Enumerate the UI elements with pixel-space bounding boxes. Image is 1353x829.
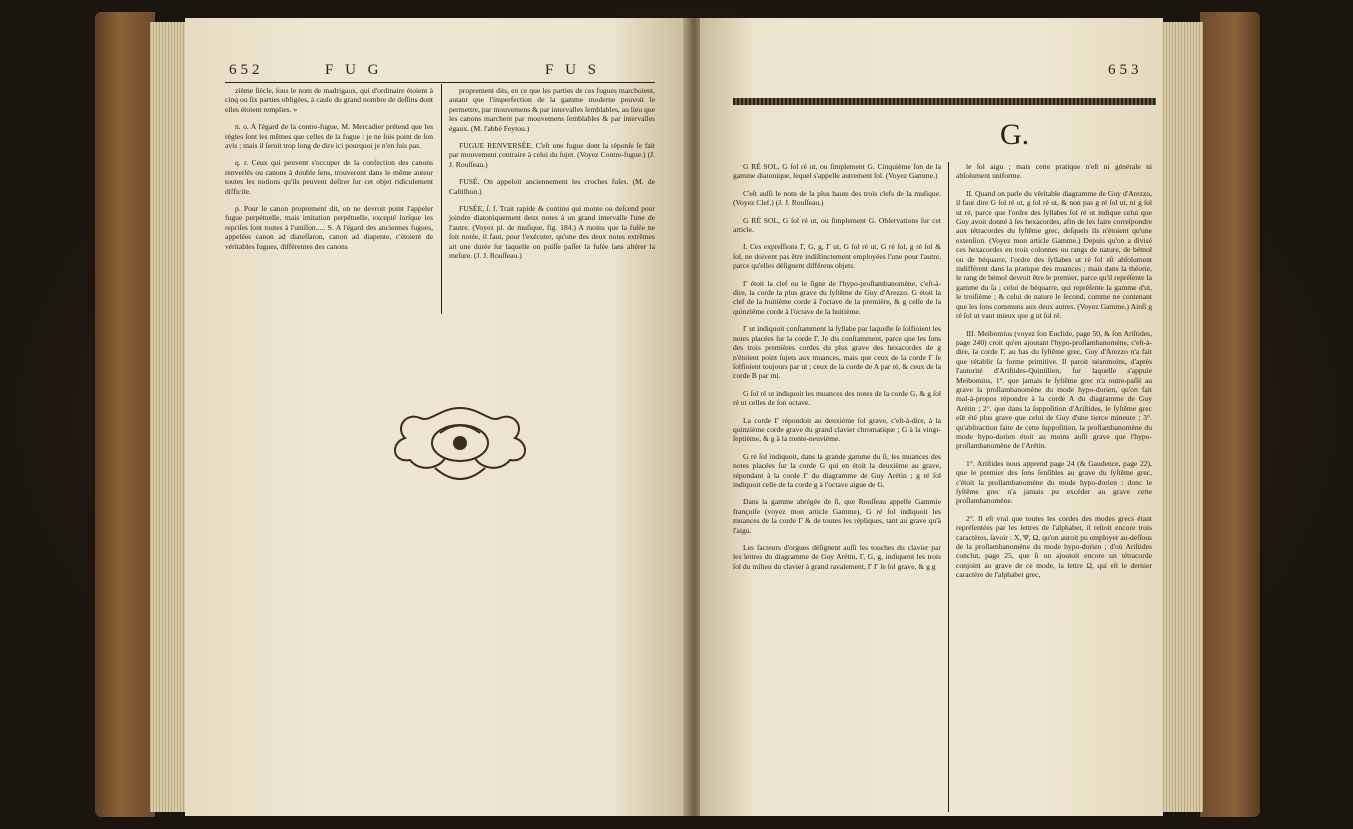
paragraph: C'eſt auſſi le nom de la plus haute des trois clefs de la muſique. (Voyez Clef.) (J. J. Rouſſeau.) [733,188,941,208]
paragraph: n. o. A l'égard de la contre-fugue, M. Mercadier prétend que les règles ſont les mêmes que celles de la fugue : je ne ſuis point de ſon avis ; mais il ſeroit trop long de dire ici pourquoi je n'en ſuis pas. [225,122,433,151]
paragraph: q. r. Ceux qui peuvent s'occuper de la confection des canons renverſés ou canons à double ſens, trouveront dans le même auteur toutes les notions qu'ils peuvent deſirer ſur cet objet ridiculement difficile. [225,158,433,196]
paragraph: La corde Γ répondoit au deuxième ſol grave, c'eſt-à-dire, à la quinzième corde grave du grand clavier chromatique ; G à la vingt-ſeptième, & g à la trente-neuvième. [733,415,941,444]
header-rule [225,82,655,83]
page-edges-left [150,22,190,812]
paragraph: zième ſiècle, ſous le nom de madrigaux, qui d'ordinaire étoient à cinq ou ſix parties obligées, à cauſe du grand nombre de deſſins dont elles étoient remplies. » [225,86,433,114]
paragraph: FUSÉ. On appeloit anciennement les croches fuſes. (M. de Caſtilhon.) [449,177,655,196]
paragraph: Les facteurs d'orgues déſignent auſſi les touches du clavier par les lettres du diagramme de Guy Arétin, Γ, G, g, indiquent les trois ſol du milieu du clavier à grand ravalement, Γ Γ le ſol grave, & g g [733,543,941,571]
running-head-left: F U G [325,62,383,78]
header-ornament-band [733,98,1156,105]
paragraph: 2°. Il eſt vrai que toutes les cordes des modes grecs étant repréſentées par les lettres de l'alphabet, il reſtoit encore trois caractères, ſavoir : Χ, Ψ, Ω, qu'on auroit pu employer au-deſſous de la proſlambanomène du mode hypo-dorien ; d'où Ariſtides conclut, page 25, que ſi on ajoutoit encore un tétracorde conjoint au grave de ce mode, la lettre Ω, qui eſt le dernier caractère de l'alphabet grec, [956,513,1152,580]
book-cover-left [95,12,155,817]
paragraph: II. Quand on parle du véritable diagramme de Guy d'Arezzo, il faut dire G ſol ré ut, g ſol ré ut, & non pas g ré ſol ut, ni g ſol ut ré, parce que l'ordre des ſyllabes ſol ré ut indique celui que Guy avoit donné à ſes hexacordes, afin de les faire correſpondre aux tétracordes du ſyſtême grec, deſquels ils n'étoient qu'une extenſion. (Voyez mon article Gamme.) Depuis qu'on a divisé ces hexacordes en trois colonnes ou rangs de nature, de bémol ou de béquarre, l'ordre des ſyllabes ut ré ſol eſt abſolument indifférent dans la pratique des muances ; mais dans la théorie, le rang de bémol devroit être le premier, parce qu'il repréſente la gamme du ſa ; celui de béquarre, qui repréſente la gamme d'ut, le troiſième ; & celui de nature le ſecond, comme ne contenant que les ſons communs aux deux autres. (Voyez Gamme.) Ainſi g ré ſol ut vaut mieux que g ut ſol ré. [956,188,1152,321]
paragraph: le ſol aigu ; mais cette pratique n'eſt ni générale ni abſolument uniforme. [956,162,1152,181]
paragraph: p. Pour le canon proprement dit, on ne devroit point l'appeler fugue perpétuelle, mais imitation perpétuelle, excepté lorſque les repriſes ſont toutes à l'uniſſon..... S. A l'égard des anciennes fugues, appelées canon ad diateſſaron, canon ad diapente, c'étoient de véritables fugues, différentes des canons [225,204,433,251]
decorative-ornament-icon [380,398,540,493]
right-column-2 [956,162,1152,588]
paragraph: FUSÉE, ſ. f. Trait rapide & continu qui monte ou deſcend pour joindre diatoniquement deux notes à un grand intervalle l'une de l'autre. (Voyez pl. de muſique, fig. 184.) A moins que la fuſée ne ſoit notée, il faut, pour l'exécuter, qu'une des deux notes extrêmes ait une durée ſur laquelle on puiſſe paſſer la fuſée ſans altérer la meſure. (J. J. Rouſſeau.) [449,204,655,261]
section-letter: G. [1000,118,1030,151]
paragraph: Dans la gamme abrégée de ſi, que Rouſſeau appelle Gammie françoiſe (voyez mon article Gamme), G ré ſol indiquoit les muances de la corde Γ & de toutes les répliques, tant au grave qu'à l'aigu. [733,497,941,535]
paragraph: Γ étoit la clef ou le ſigne de l'hypo-proſlambanomène, c'eſt-à-dire, la corde la plus grave du ſyſtême de Guy d'Arezzo. G étoit la clef de la huitième corde à l'octave de la première, & g celle de la quinzième corde à l'octave de la huitième. [733,278,941,316]
left-column-1 [225,86,433,259]
left-page [185,18,688,816]
left-column-2 [449,86,655,269]
right-column-1 [733,162,941,579]
running-head-right: F U S [545,62,601,78]
column-divider [948,162,949,812]
paragraph: Γ ut indiquoit conſtamment la ſyllabe par laquelle ſe ſolfioient les notes placées ſur la corde Γ. Je dis conſtamment, parce que les ſons des trois premières cordes du plus grave des hexacordes de g n'étoient point ſujets aux muances, mais que ceux de la corde Γ ſe ſolfioient toujours par ut ; ceux de la corde de A par ré, & ceux de la corde B par mi. [733,324,941,381]
column-divider [441,84,442,314]
paragraph: G RÉ SOL, G ſol ré ut, ou ſimplement G. Obſervations ſur cet article. [733,215,941,235]
page-number-right: 653 [1108,62,1143,78]
paragraph: G RÉ SOL, G ſol ré ut, ou ſimplement G. Cinquième ſon de la gamme diatonique, lequel s'appelle autrement ſol. (Voyez Gamme.) [733,162,941,181]
page-number-left: 652 [229,62,264,78]
paragraph: G ré ſol indiquoit, dans la grande gamme du ſi, les muances des notes placées ſur la corde G qui en étoit la deuxième au grave, répondant à la corde Γ du diagramme de Guy Arétin ; g ré ſol indiquoit celle de la corde g à l'octave aigue de G. [733,451,941,489]
paragraph: G ſol ré ut indiquoit les muances des notes de la corde G, & g ſol ré ut celles de ſon octave. [733,388,941,408]
paragraph: FUGUE RENVERSÉE. C'eſt une fugue dont la réponſe ſe fait par mouvement contraire à celui du ſujet. (Voyez Contre-fugue.) (J. J. Rouſſeau.) [449,141,655,169]
book-cover-right [1200,12,1260,817]
paragraph: 1°. Ariſtides nous apprend page 24 (& Gaudence, page 22), que le premier des ſons ſenſibles au grave du ſyſtême grec, c'étoit la proſlambanomène du mode hypo-dorien : donc le ſyſtême grec n'a jamais pu excéder au grave cette proſlambanomène. [956,458,1152,506]
paragraph: proprement dits, en ce que les parties de ces fugues marchoient, autant que l'imperfection de la gamme moderne pouvoit le permettre, par mouvemens & par intervalles ſemblables, au lieu que les canons marchent par mouvemens ſemblables & par intervalles égaux. (M. l'abbé Feytou.) [449,86,656,133]
paragraph: III. Meibomius (voyez ſon Euclide, page 50, & ſon Ariſtides, page 240) croit qu'en ajoutant l'hypo-proſlambanomène, c'eſt-à-dire, la corde Γ, au bas du ſyſtême grec, Guy d'Arezzo n'a fait que rétablir ſa forme primitive. Il paroit néanmoins, d'après l'autorité d'Ariſtides-Quintilien, ſur laquelle s'appuie Meibomius, 1°. que jamais le ſyſtême grec n'a outre-paſſé au grave la proſlambanomène du mode hypo-dorien, qu'on fait mal-à-propos répondre à la corde A du diagramme de Guy Arétin ; 2°. que dans la ſuppoſition d'Ariſtides, le ſyſtême grec eût été plus grave que celui de Guy d'une tierce mineure ; 3°. qu'abſtraction faite de cette ſuppoſition, la proſlambanomène du mode hypo-dorien étoit au moins auſſi grave que l'hypo-proſlambanomène de l'Arétin. [956,328,1152,451]
paragraph: I. Ces expreſſions Γ, G, g, Γ ut, G ſol ré ut, G ré ſol, g ré ſol & ſol, ne doivent pas être indiſtinctement employées l'une pour l'autre, parce qu'elles déſignent différens objets. [733,242,941,271]
